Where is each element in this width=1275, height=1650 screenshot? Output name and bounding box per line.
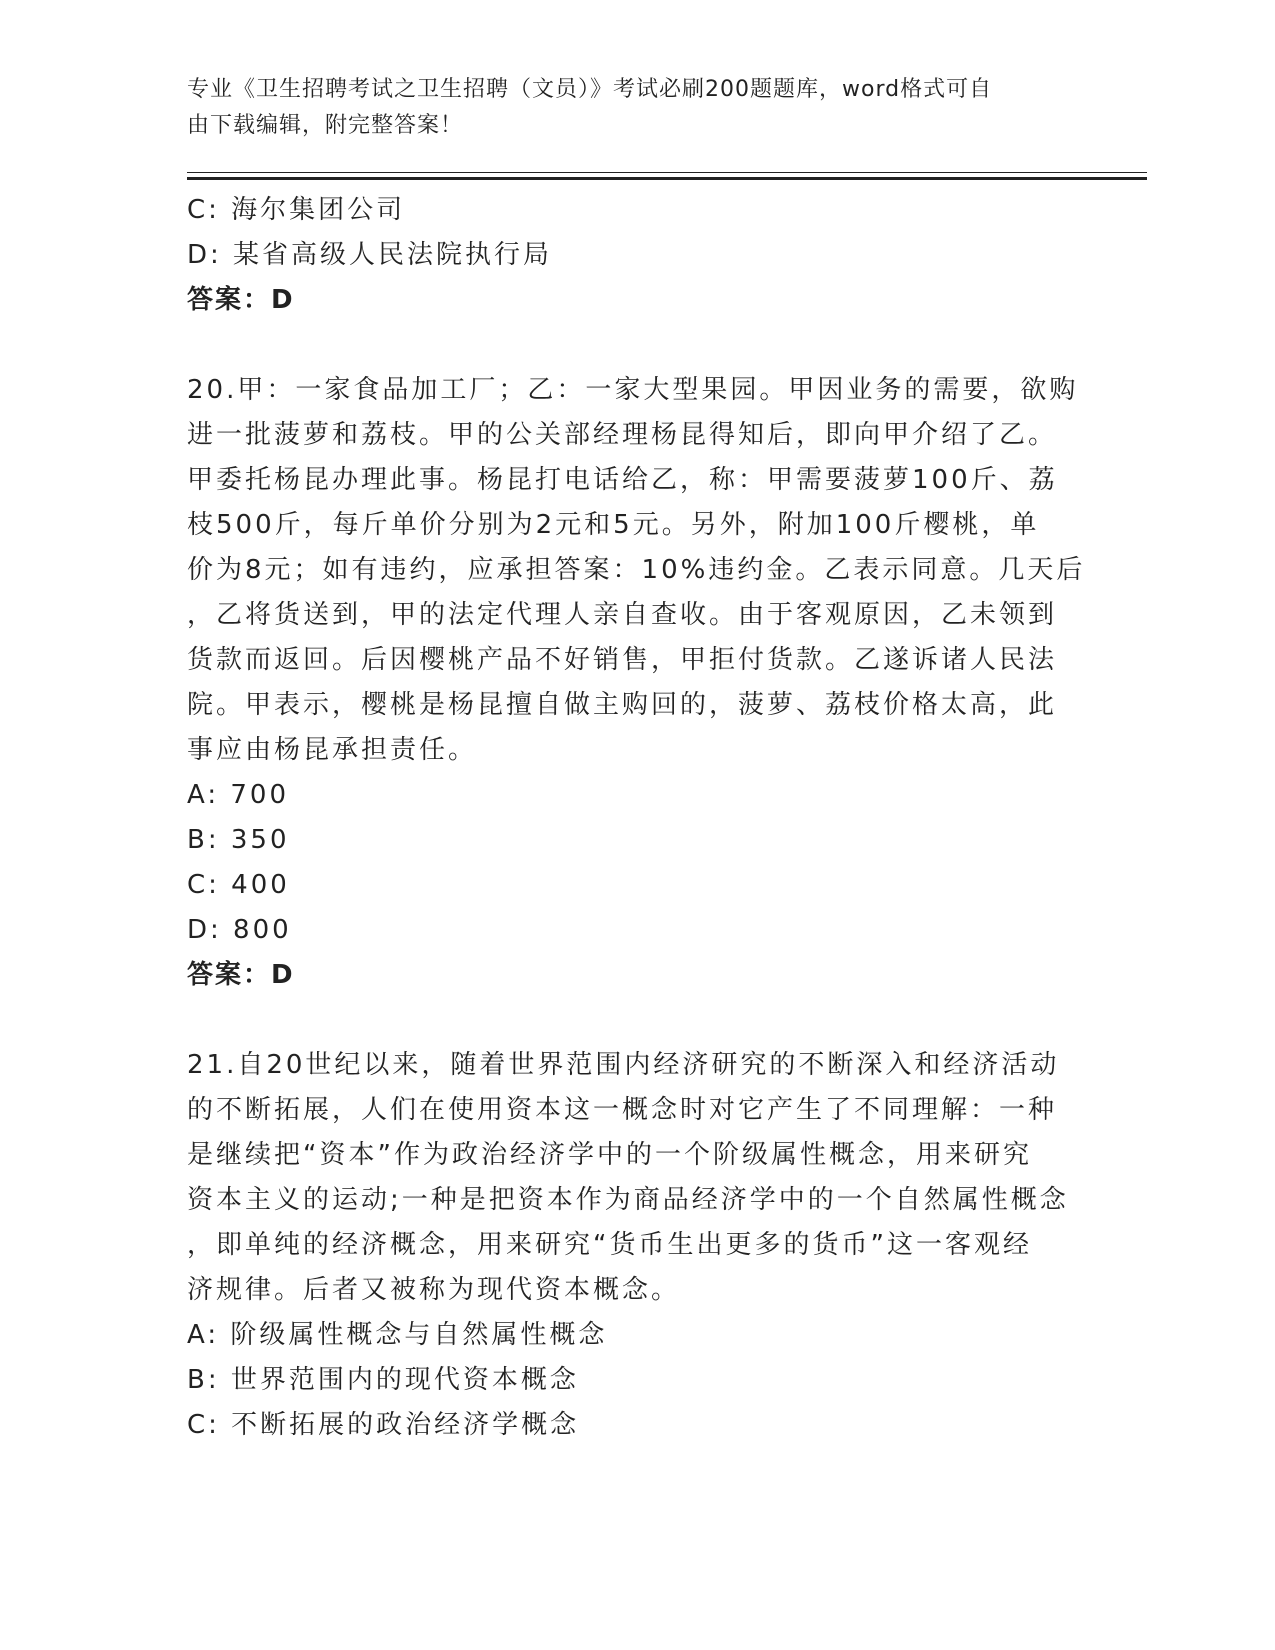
stem-line: 甲委托杨昆办理此事。杨昆打电话给乙，称：甲需要菠萝100斤、荔 <box>187 465 1058 495</box>
header-divider-thin <box>187 172 1147 173</box>
option-a: A: 阶级属性概念与自然属性概念 <box>187 1320 608 1350</box>
stem-line: 20.甲：一家食品加工厂；乙：一家大型果园。甲因业务的需要，欲购 <box>187 375 1079 405</box>
stem-line: 价为8元；如有违约，应承担答案：10%违约金。乙表示同意。几天后 <box>187 555 1086 585</box>
answer-line: 答案：D <box>187 960 295 990</box>
stem-line: 是继续把“资本”作为政治经济学中的一个阶级属性概念，用来研究 <box>187 1140 1032 1170</box>
question-20 <box>187 368 1086 998</box>
stem-line: 枝500斤，每斤单价分别为2元和5元。另外，附加100斤樱桃，单 <box>187 510 1040 540</box>
document-body <box>187 188 1086 1448</box>
option-b: B: 世界范围内的现代资本概念 <box>187 1365 579 1395</box>
option-d: D: 800 <box>187 915 292 945</box>
option-b: B: 350 <box>187 825 290 855</box>
option-c: C: 400 <box>187 870 290 900</box>
question-21 <box>187 1043 1067 1448</box>
question-19-tail <box>187 188 1067 323</box>
stem-line: 21.自20世纪以来，随着世界范围内经济研究的不断深入和经济活动 <box>187 1050 1060 1080</box>
spacer <box>187 998 1067 1043</box>
stem-line: ，即单纯的经济概念，用来研究“货币生出更多的货币”这一客观经 <box>187 1230 1032 1260</box>
spacer <box>187 323 1067 368</box>
option-d: D: 某省高级人民法院执行局 <box>187 240 553 270</box>
stem-line: 院。甲表示，樱桃是杨昆擅自做主购回的，菠萝、荔枝价格太高，此 <box>187 690 1058 720</box>
stem-line: 货款而返回。后因樱桃产品不好销售，甲拒付货款。乙遂诉诸人民法 <box>187 645 1058 675</box>
stem-line: 资本主义的运动;一种是把资本作为商品经济学中的一个自然属性概念 <box>187 1185 1069 1215</box>
page-header <box>187 72 1087 144</box>
stem-line: ，乙将货送到，甲的法定代理人亲自查收。由于客观原因，乙未领到 <box>187 600 1058 630</box>
option-a: A: 700 <box>187 780 289 810</box>
question-stem <box>187 368 1086 773</box>
stem-line: 的不断拓展，人们在使用资本这一概念时对它产生了不同理解：一种 <box>187 1095 1058 1125</box>
stem-line: 事应由杨昆承担责任。 <box>187 735 478 765</box>
header-divider-thick <box>187 177 1147 180</box>
stem-line: 进一批菠萝和荔枝。甲的公关部经理杨昆得知后，即向甲介绍了乙。 <box>187 420 1058 450</box>
answer-line: 答案：D <box>187 285 295 315</box>
stem-line: 济规律。后者又被称为现代资本概念。 <box>187 1275 681 1305</box>
question-stem <box>187 1043 1067 1313</box>
header-line-1: 专业《卫生招聘考试之卫生招聘（文员）》考试必刷200题题库，word格式可自 <box>187 77 993 102</box>
header-line-2: 由下载编辑，附完整答案！ <box>187 113 464 138</box>
option-c: C: 海尔集团公司 <box>187 195 406 225</box>
option-c: C: 不断拓展的政治经济学概念 <box>187 1410 580 1440</box>
